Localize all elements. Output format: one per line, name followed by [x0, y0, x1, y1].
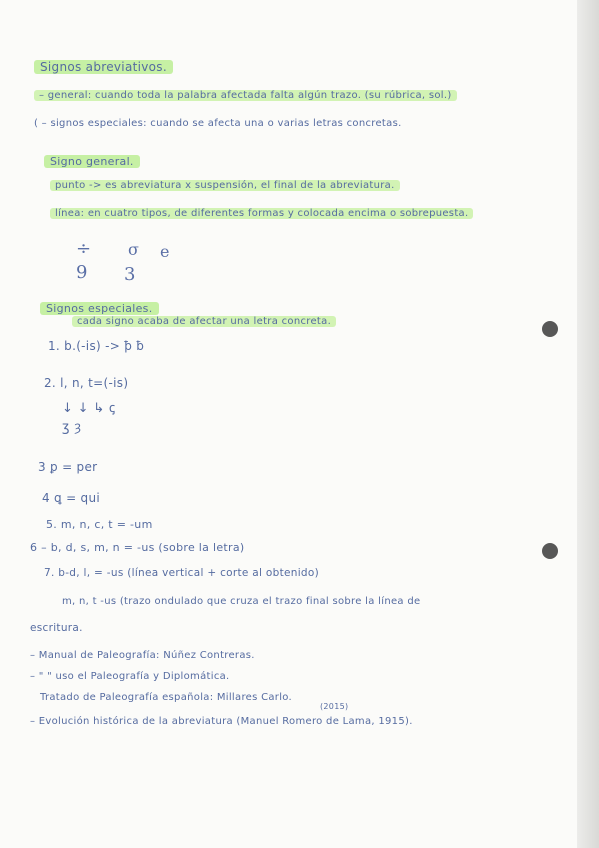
list-item-2: 2. l, n, t=(-is)	[44, 376, 129, 390]
list-item-6: 6 – b, d, s, m, n = -us (sobre la letra)	[30, 541, 245, 554]
list-item-4: 4 ꝗ = qui	[42, 491, 101, 505]
line-general: – general: cuando toda la palabra afectada falta algún trazo. (su rúbrica, sol.)	[34, 90, 457, 101]
heading-signos-abreviativos: Signos abreviativos.	[34, 60, 173, 74]
glyph-dotted-line: ÷	[76, 238, 92, 259]
reference-1: – Manual de Paleografía: Núñez Contreras.	[30, 650, 255, 661]
list-item-7: 7. b-d, l, = -us (línea vertical + corte al obtenido)	[44, 567, 320, 579]
list-item-2-arrows: ↓ ↓ ↳ ꞔ	[62, 401, 116, 416]
reference-4-note: (2015)	[320, 702, 349, 711]
list-item-3: 3 ꝑ = per	[38, 460, 98, 474]
heading-signos-especiales: Signos especiales.	[40, 302, 159, 315]
list-item-1: 1. b.(-is) -> ꝥ ƀ	[48, 339, 145, 353]
glyph-e: e	[160, 242, 170, 261]
reference-2: – " " uso el Paleografía y Diplomática.	[30, 671, 230, 682]
binder-hole-top	[542, 321, 558, 337]
heading-signo-general: Signo general.	[44, 155, 140, 168]
list-item-5: 5. m, n, c, t = -um	[46, 518, 153, 531]
glyph-three: 3	[124, 264, 136, 285]
list-item-2-glyphs: ʒ ȝ	[62, 420, 82, 435]
line-punto: punto -> es abreviatura x suspensión, el final de la abreviatura.	[50, 180, 400, 191]
line-cada-signo: cada signo acaba de afectar una letra concreta.	[72, 316, 336, 327]
list-item-8-continued: escritura.	[30, 622, 83, 634]
page-edge-shadow	[577, 0, 599, 848]
reference-3: Tratado de Paleografía española: Millares Carlo.	[40, 692, 292, 703]
glyph-nine: 9	[76, 262, 88, 283]
list-item-8: m, n, t -us (trazo ondulado que cruza el trazo final sobre la línea de	[62, 596, 421, 607]
line-linea: línea: en cuatro tipos, de diferentes formas y colocada encima o sobrepuesta.	[50, 208, 473, 219]
glyph-sigma: σ	[128, 240, 139, 259]
binder-hole-bottom	[542, 543, 558, 559]
line-especiales: ( – signos especiales: cuando se afecta una o varias letras concretas.	[34, 118, 402, 129]
reference-4: – Evolución histórica de la abreviatura (Manuel Romero de Lama, 1915).	[30, 716, 413, 727]
